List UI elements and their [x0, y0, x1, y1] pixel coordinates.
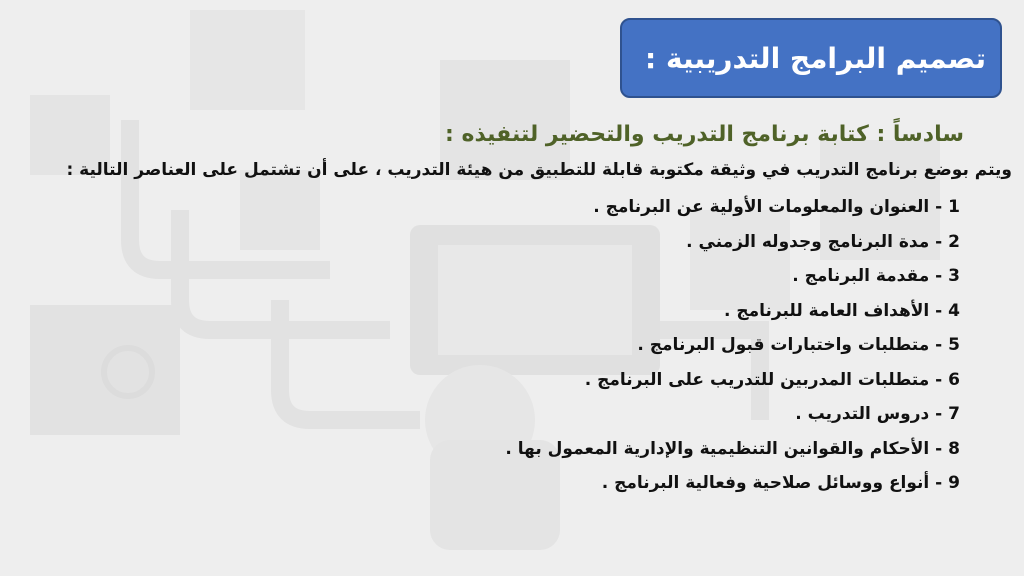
list-item: 5 - متطلبات واختبارات قبول البرنامج . [637, 335, 960, 355]
list-item: 2 - مدة البرنامج وجدوله الزمني . [686, 231, 960, 252]
page-title: تصميم البرامج التدريبية : [645, 41, 986, 75]
slide-content [12, 118, 1012, 501]
title-box [620, 18, 1002, 98]
list-item: 6 - متطلبات المدربين للتدريب على البرنامج . [584, 369, 960, 390]
list-item: 8 - الأحكام والقوانين التنظيمية والإدارية المعمول بها . [505, 438, 960, 459]
elements-list [12, 190, 1012, 501]
intro-paragraph: ويتم بوضع برنامج التدريب في وثيقة مكتوبة قابلة للتطبيق من هيئة التدريب ، على أن تشتمل على العناصر التالية : [66, 160, 1012, 180]
list-item: 7 - دروس التدريب . [795, 404, 960, 424]
list-item: 3 - مقدمة البرنامج . [792, 266, 960, 286]
list-item: 1 - العنوان والمعلومات الأولية عن البرنامج . [593, 197, 960, 217]
section-heading: سادساً : كتابة برنامج التدريب والتحضير لتنفيذه : [445, 122, 964, 147]
list-item: 9 - أنواع ووسائل صلاحية وفعالية البرنامج . [601, 473, 960, 493]
list-item: 4 - الأهداف العامة للبرنامج . [723, 300, 960, 321]
